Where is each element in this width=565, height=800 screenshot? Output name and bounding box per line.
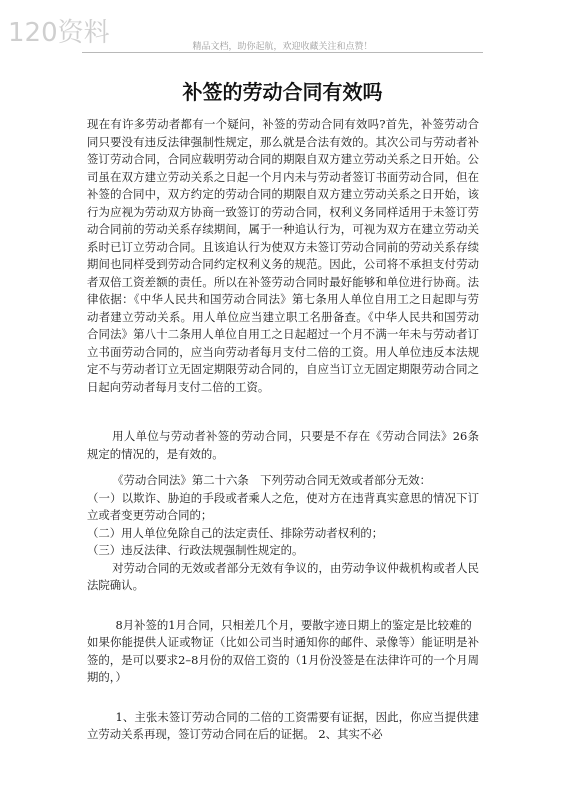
list-item-2: （二）用人单位免除自己的法定责任、排除劳动者权利的；	[87, 525, 384, 540]
spacer	[87, 396, 479, 428]
spacer	[87, 595, 479, 617]
paragraph-intro: 现在有许多劳动者都有一个疑问，补签的劳动合同有效吗?首先，补签劳动合同只要没有违反法律强制性规定，那么就是合法有效的。其次公司与劳动者补签订劳动合同，合同应载明劳动合同的期限自双方建立劳动关系之日开始。公司虽在双方建立劳动关系之日起一个月内未与劳动者签订书面劳动合同，但在补签的合同中，双方约定的劳动合同的期限自双方建立劳动关系之日开始，该行为应视为劳动双方协商一致签订的劳动合同，权利义务同样适用于未签订劳动合同前的劳动关系存续期间，属于一种追认行为，可视为双方在建立劳动关系时已订立劳动合同。且该追认行为使双方未签订劳动合同前的劳动关系存续期间也同样受到劳动合同约定权利义务的规范。因此，公司将不承担支付劳动者双倍工资差额的责任。所以在补签劳动合同时最好能够和单位进行协商。法律依据：《中华人民共和国劳动合同法》第七条用人单位自用工之日起即与劳动者建立劳动关系。用人单位应当建立职工名册备查。《中华人民共和国劳动合同法》第八十二条用人单位自用工之日起超过一个月不满一年未与劳动者订立书面劳动合同的，应当向劳动者每月支付二倍的工资。用人单位违反本法规定不与劳动者订立无固定期限劳动合同的，自应当订立无固定期限劳动合同之日起向劳动者每月支付二倍的工资。	[87, 117, 479, 394]
header-note: 精品文档，助你起航，欢迎收藏关注和点赞！	[192, 42, 373, 52]
paragraph-evidence: 如果你能提供人证或物证（比如公司当时通知你的邮件、录像等）能证明是补签的，是可以要求2–8月份的双倍工资的（1月份没签是在法律许可的一个月周期的，）	[87, 635, 479, 684]
spacer	[87, 687, 479, 709]
watermark-logo: 120资料	[8, 18, 110, 48]
list-item-1: （一）以欺诈、胁迫的手段或者乘人之危，使对方在违背真实意思的情况下订立或者变更劳动合同的；	[87, 490, 479, 522]
document-body	[87, 116, 479, 744]
paragraph-validity: 用人单位与劳动者补签的劳动合同，只要是不存在《劳动合同法》26条规定的情况的，是有效的。	[87, 429, 479, 461]
paragraph-date-appraisal: 8月补签的1月合同，只相差几个月，要散字迹日期上的鉴定是比较难的	[115, 617, 472, 632]
list-item-3: （三）违反法律、行政法规强制性规定的。	[87, 543, 304, 557]
spacer	[87, 463, 479, 472]
page-title: 补签的劳动合同有效吗	[182, 80, 383, 104]
paragraph-article-26: 《劳动合同法》第二十六条 下列劳动合同无效或者部分无效：	[112, 473, 432, 487]
header-divider	[82, 52, 483, 53]
paragraph-dispute: 对劳动合同的无效或者部分无效有争议的，由劳动争议仲裁机构或者人民法院确认。	[87, 560, 479, 592]
paragraph-claim: 1、主张未签订劳动合同的二倍的工资需要有证据，因此，你应当提供建立劳动关系再现，签订劳动合同在后的证据。 2、其实不必	[87, 709, 479, 741]
